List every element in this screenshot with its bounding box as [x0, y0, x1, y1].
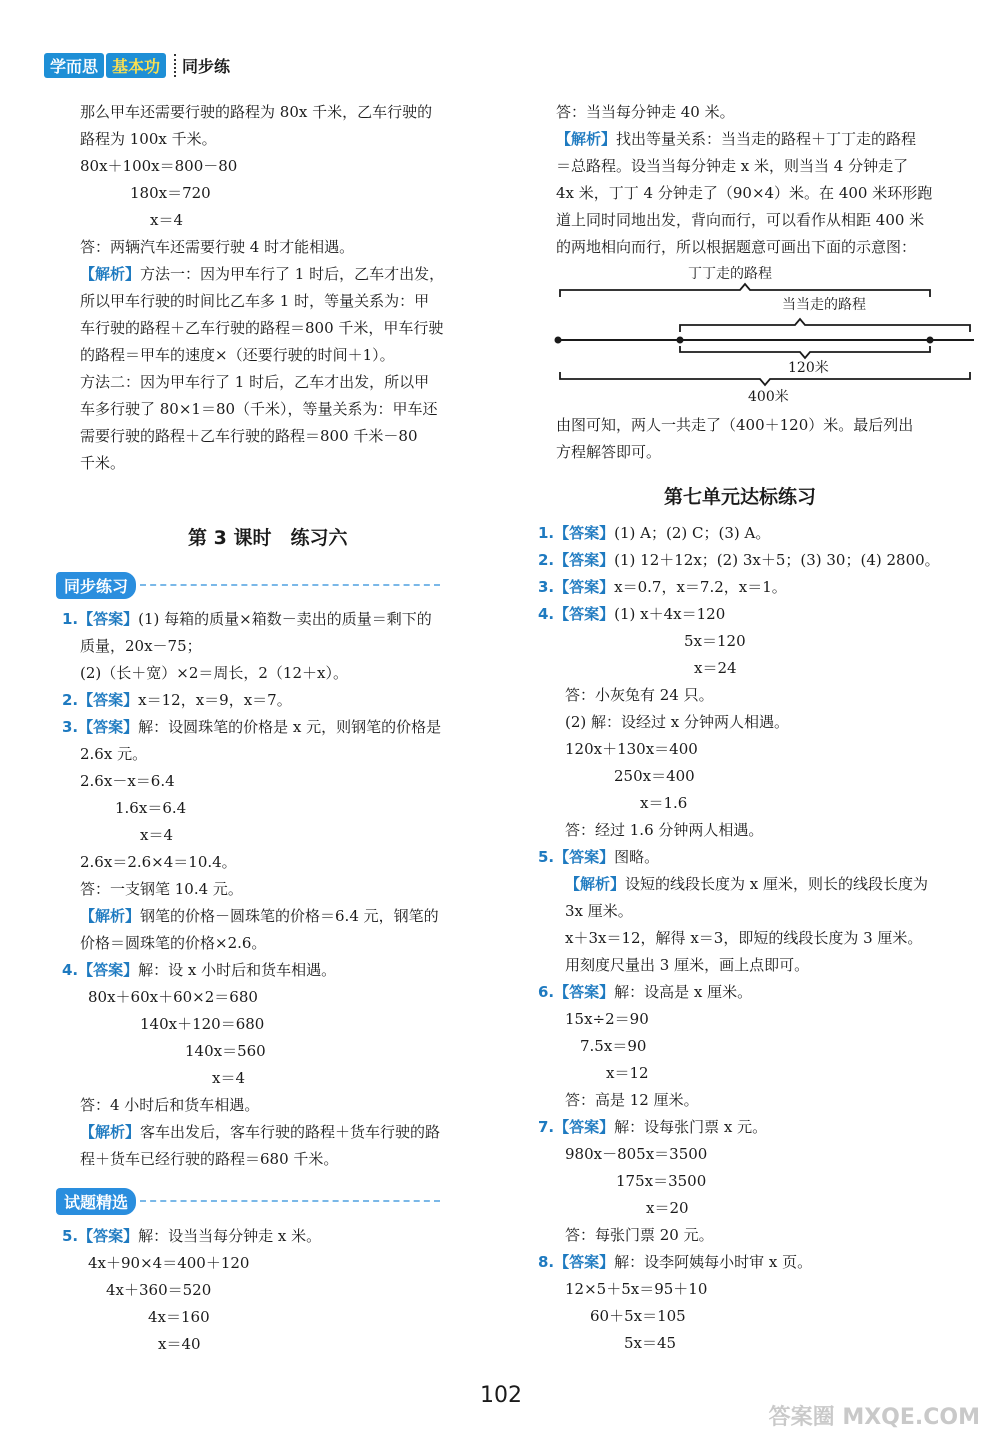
- brace-dangdang: [680, 319, 970, 332]
- equation-line: x＝12: [606, 1064, 649, 1082]
- text-line: 那么甲车还需要行驶的路程为 80x 千米，乙车行驶的: [80, 103, 433, 121]
- question-number: 6.: [538, 983, 555, 1001]
- page-number: 102: [480, 1383, 522, 1408]
- question-text: 解：设高是 x 厘米。: [614, 983, 753, 1001]
- text-line: 4x 米，丁丁 4 分钟走了（90×4）米。在 400 米环形跑: [556, 184, 933, 202]
- unit-question-7: [538, 1114, 767, 1141]
- text-line: 车多行驶了 80×1＝80（千米），等量关系为：甲车还: [80, 400, 438, 418]
- unit-title: 第七单元达标练习: [664, 486, 817, 508]
- question-text: 解：设当当每分钟走 x 米。: [138, 1227, 322, 1245]
- unit-question-3: [538, 574, 787, 601]
- answer-line: 答：4 小时后和货车相遇。: [80, 1096, 260, 1114]
- dashed-divider: [140, 584, 440, 586]
- text-line: (2)（长＋宽）×2＝周长，2（12＋x）。: [80, 664, 348, 682]
- question-4: [62, 957, 336, 984]
- analysis-line: [556, 126, 916, 153]
- unit-question-5: [538, 844, 659, 871]
- brace-120: [680, 346, 930, 358]
- text-line: 的路程＝甲车的速度×（还要行驶的时间＋1）。: [80, 346, 395, 364]
- text-line: 千米。: [80, 454, 126, 472]
- answer-tag: 【答案】: [554, 605, 615, 623]
- brace-dingding: [560, 284, 930, 297]
- equation-line: 5x＝45: [624, 1334, 677, 1352]
- text-line: 的两地相向而行，所以根据题意可画出下面的示意图：: [556, 238, 917, 256]
- question-number: 7.: [538, 1118, 555, 1136]
- equation-line: 80x＋100x＝800－80: [80, 157, 238, 175]
- equation-line: 2.6x－x＝6.4: [80, 772, 175, 790]
- question-text: (1) A；(2) C；(3) A。: [614, 524, 771, 542]
- question-number: 4.: [538, 605, 555, 623]
- text-line: 3x 厘米。: [565, 902, 633, 920]
- answer-line: 答：一支钢笔 10.4 元。: [80, 880, 243, 898]
- unit-question-1: [538, 520, 770, 547]
- equation-line: 5x＝120: [684, 632, 746, 650]
- question-text: 解：设每张门票 x 元。: [614, 1118, 768, 1136]
- analysis-tag: 【解析】: [565, 875, 626, 893]
- text-line: 车行驶的路程＋乙车行驶的路程＝800 千米，甲车行驶: [80, 319, 444, 337]
- page-header: [44, 52, 230, 78]
- diagram-label-dangdang: 当当走的路程: [782, 297, 866, 313]
- text-line: 方程解答即可。: [556, 443, 662, 461]
- analysis-line: [80, 903, 439, 930]
- answer-tag: 【答案】: [554, 551, 615, 569]
- question-number: 2.: [62, 691, 79, 709]
- equation-line: x＝4: [212, 1069, 246, 1087]
- question-number: 1.: [538, 524, 555, 542]
- equation-line: 120x＋130x＝400: [565, 740, 698, 758]
- question-number: 1.: [62, 610, 79, 628]
- equation-line: 60＋5x＝105: [590, 1307, 686, 1325]
- text-line: x＋3x＝12，解得 x＝3，即短的线段长度为 3 厘米。: [565, 929, 923, 947]
- point-b: [677, 337, 684, 344]
- question-number: 2.: [538, 551, 555, 569]
- equation-line: 140x＋120＝680: [140, 1015, 265, 1033]
- question-5: [62, 1223, 321, 1250]
- answer-line: 答：小灰兔有 24 只。: [565, 686, 714, 704]
- equation-line: 980x－805x＝3500: [565, 1145, 708, 1163]
- answer-line: 答：高是 12 厘米。: [565, 1091, 699, 1109]
- equation-line: x＝20: [646, 1199, 689, 1217]
- analysis-text: 方法一：因为甲车行了 1 时后，乙车才出发，: [140, 265, 445, 283]
- question-number: 3.: [538, 578, 555, 596]
- answer-line: 答：每张门票 20 元。: [565, 1226, 714, 1244]
- dashed-divider: [140, 1200, 440, 1202]
- answer-line: 答：两辆汽车还需要行驶 4 时才能相遇。: [80, 238, 355, 256]
- answer-tag: 【答案】: [78, 691, 139, 709]
- answer-tag: 【答案】: [554, 848, 615, 866]
- analysis-line: [80, 261, 444, 288]
- section-banner-sync: [56, 572, 440, 598]
- brace-400: [560, 372, 970, 385]
- unit-question-8: [538, 1249, 812, 1276]
- answer-tag: 【答案】: [78, 610, 139, 628]
- answer-tag: 【答案】: [554, 524, 615, 542]
- section-label: 试题精选: [56, 1188, 136, 1215]
- analysis-tag: 【解析】: [80, 265, 141, 283]
- analysis-tag: 【解析】: [80, 907, 141, 925]
- analysis-line: [565, 871, 928, 898]
- text-line: 需要行驶的路程＋乙车行驶的路程＝800 千米－80: [80, 427, 418, 445]
- watermark: 答案圈 MXQE.COM: [768, 1405, 980, 1430]
- analysis-text: 找出等量关系：当当走的路程＋丁丁走的路程: [616, 130, 917, 148]
- question-2: [62, 687, 292, 714]
- text-line: ＝总路程。设当当每分钟走 x 米，则当当 4 分钟走了: [556, 157, 909, 175]
- question-number: 8.: [538, 1253, 555, 1271]
- equation-line: 250x＝400: [614, 767, 695, 785]
- analysis-text: 钢笔的价格－圆珠笔的价格＝6.4 元，钢笔的: [140, 907, 439, 925]
- answer-tag: 【答案】: [554, 578, 615, 596]
- equation-line: 12×5＋5x＝95＋10: [565, 1280, 708, 1298]
- equation-line: x＝4: [150, 211, 184, 229]
- section-label: 同步练习: [56, 572, 136, 599]
- brand-logo-main: 基本功: [106, 53, 166, 78]
- text-line: 方法二：因为甲车行了 1 时后，乙车才出发，所以甲: [80, 373, 430, 391]
- question-text: (1) 12＋12x；(2) 3x＋5；(3) 30；(4) 2800。: [614, 551, 940, 569]
- point-c: [927, 337, 934, 344]
- unit-question-4: [538, 601, 725, 628]
- section-banner-selected: [56, 1188, 440, 1214]
- question-3: [62, 714, 441, 741]
- unit-question-6: [538, 979, 752, 1006]
- analysis-text: 客车出发后，客车行驶的路程＋货车行驶的路: [140, 1123, 441, 1141]
- answer-line: 答：经过 1.6 分钟两人相遇。: [565, 821, 764, 839]
- text-line: 用刻度尺量出 3 厘米，画上点即可。: [565, 956, 810, 974]
- text-line: 道上同时同地出发，背向而行，可以看作从相距 400 米: [556, 211, 925, 229]
- route-diagram: [550, 262, 980, 407]
- equation-line: 15x÷2＝90: [565, 1010, 649, 1028]
- question-text: 解：设 x 小时后和货车相遇。: [138, 961, 337, 979]
- equation-line: 4x＋90×4＝400＋120: [88, 1254, 250, 1272]
- text-line: (2) 解：设经过 x 分钟两人相遇。: [565, 713, 790, 731]
- question-1: [62, 606, 432, 633]
- unit-question-2: [538, 547, 940, 574]
- answer-tag: 【答案】: [554, 983, 615, 1001]
- answer-tag: 【答案】: [78, 718, 139, 736]
- question-text: x＝0.7，x＝7.2，x＝1。: [614, 578, 787, 596]
- question-number: 5.: [538, 848, 555, 866]
- analysis-tag: 【解析】: [556, 130, 617, 148]
- diagram-label-400: 400米: [748, 389, 789, 405]
- diagram-label-120: 120米: [788, 360, 829, 376]
- text-line: 2.6x 元。: [80, 745, 148, 763]
- equation-line: x＝24: [694, 659, 737, 677]
- question-number: 5.: [62, 1227, 79, 1245]
- question-text: 解：设李阿姨每小时审 x 页。: [614, 1253, 813, 1271]
- text-line: 质量，20x－75；: [80, 637, 202, 655]
- text-line: 价格＝圆珠笔的价格×2.6。: [80, 934, 267, 952]
- answer-tag: 【答案】: [554, 1253, 615, 1271]
- answer-tag: 【答案】: [78, 961, 139, 979]
- question-number: 3.: [62, 718, 79, 736]
- answer-tag: 【答案】: [554, 1118, 615, 1136]
- equation-line: 80x＋60x＋60×2＝680: [88, 988, 258, 1006]
- answer-line: 答：当当每分钟走 40 米。: [556, 103, 735, 121]
- analysis-text: 设短的线段长度为 x 厘米，则长的线段长度为: [625, 875, 929, 893]
- equation-line: 2.6x＝2.6×4＝10.4。: [80, 853, 237, 871]
- brand-logo: 学而思: [44, 53, 104, 78]
- diagram-label-dingding: 丁丁走的路程: [688, 266, 772, 282]
- equation-line: 140x＝560: [185, 1042, 266, 1060]
- equation-line: x＝40: [158, 1335, 201, 1353]
- question-text: x＝12，x＝9，x＝7。: [138, 691, 292, 709]
- question-text: 图略。: [614, 848, 660, 866]
- analysis-tag: 【解析】: [80, 1123, 141, 1141]
- equation-line: 4x＋360＝520: [106, 1281, 212, 1299]
- equation-line: x＝4: [140, 826, 174, 844]
- answer-tag: 【答案】: [78, 1227, 139, 1245]
- series-title: 同步练: [174, 54, 230, 77]
- question-number: 4.: [62, 961, 79, 979]
- analysis-line: [80, 1119, 440, 1146]
- text-line: 所以甲车行驶的时间比乙车多 1 时，等量关系为：甲: [80, 292, 430, 310]
- equation-line: 180x＝720: [130, 184, 211, 202]
- lesson-title: 第 3 课时 练习六: [188, 527, 348, 549]
- equation-line: 4x＝160: [148, 1308, 210, 1326]
- question-text: (1) x＋4x＝120: [614, 605, 726, 623]
- equation-line: 175x＝3500: [616, 1172, 707, 1190]
- text-line: 路程为 100x 千米。: [80, 130, 217, 148]
- text-line: 程＋货车已经行驶的路程＝680 千米。: [80, 1150, 339, 1168]
- equation-line: 1.6x＝6.4: [115, 799, 187, 817]
- equation-line: x＝1.6: [640, 794, 688, 812]
- start-point: [555, 337, 562, 344]
- equation-line: 7.5x＝90: [580, 1037, 647, 1055]
- question-text: (1) 每箱的质量×箱数－卖出的质量＝剩下的: [138, 610, 432, 628]
- text-line: 由图可知，两人一共走了（400＋120）米。最后列出: [556, 416, 914, 434]
- question-text: 解：设圆珠笔的价格是 x 元，则钢笔的价格是: [138, 718, 442, 736]
